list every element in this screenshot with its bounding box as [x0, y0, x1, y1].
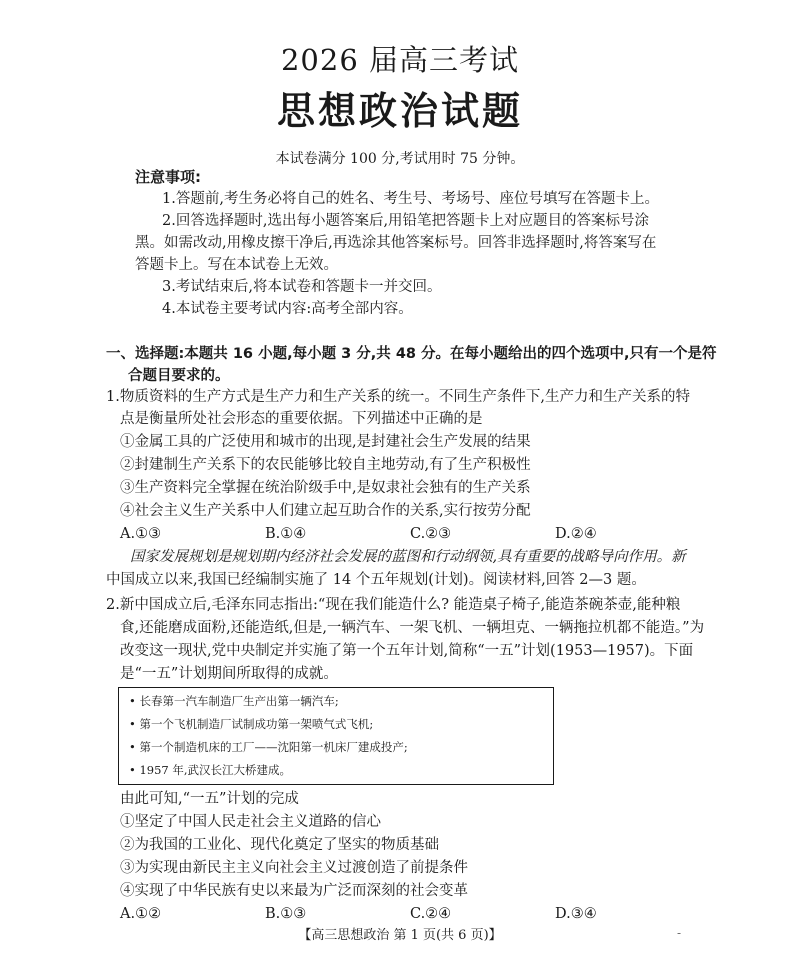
q2-option-a: A.①② — [120, 906, 162, 922]
q2-option-b: B.①③ — [265, 906, 307, 922]
q2-stem-cont: 食,还能磨成面粉,还能造纸,但是,一辆汽车、一架飞机、一辆坦克、一辆拖拉机都不能造。”为 — [120, 620, 705, 636]
achievement-item: • 第一个飞机制造厂试制成功第一架喷气式飞机; — [129, 717, 374, 731]
q1-option-a: A.①③ — [120, 526, 162, 542]
q1-item: ②封建制生产关系下的农民能够比较自主地劳动,有了生产积极性 — [120, 457, 531, 473]
notice-heading: 注意事项: — [135, 168, 201, 186]
q2-option-c: C.②④ — [410, 906, 452, 922]
exam-title-year: 2026 届高三考试 — [280, 43, 520, 77]
q1-item: ①金属工具的广泛使用和城市的出现,是封建社会生产发展的结果 — [120, 434, 531, 450]
notice-line: 答题卡上。写在本试卷上无效。 — [135, 257, 338, 273]
notice-line: 4.本试卷主要考试内容:高考全部内容。 — [162, 301, 413, 317]
q1-option-c: C.②③ — [410, 526, 452, 542]
exam-intro: 本试卷满分 100 分,考试用时 75 分钟。 — [275, 151, 525, 167]
q1-stem-cont: 点是衡量所处社会形态的重要依据。下列描述中正确的是 — [120, 411, 483, 427]
notice-line: 2.回答选择题时,选出每小题答案后,用铅笔把答题卡上对应题目的答案标号涂 — [162, 213, 650, 229]
section-heading-cont: 合题目要求的。 — [128, 368, 230, 384]
achievement-item: • 第一个制造机床的工厂——沈阳第一机床厂建成投产; — [129, 740, 408, 754]
q2-item: ④实现了中华民族有史以来最为广泛而深刻的社会变革 — [120, 883, 468, 899]
q1-option-b: B.①④ — [265, 526, 307, 542]
q2-stem-cont: 是“一五”计划期间所取得的成就。 — [120, 666, 338, 682]
q1-option-d: D.②④ — [555, 526, 597, 542]
q2-option-d: D.③④ — [555, 906, 597, 922]
q2-stem: 2.新中国成立后,毛泽东同志指出:“现在我们能造什么? 能造桌子椅子,能造茶碗茶壶,能种粮 — [106, 597, 681, 613]
section-heading: 一、选择题:本题共 16 小题,每小题 3 分,共 48 分。在每小题给出的四个选项中,只有一个是符 — [106, 346, 717, 362]
notice-line: 1.答题前,考生务必将自己的姓名、考生号、考场号、座位号填写在答题卡上。 — [162, 191, 659, 207]
notice-line: 黑。如需改动,用橡皮擦干净后,再选涂其他答案标号。回答非选择题时,将答案写在 — [135, 235, 657, 251]
q2-lead: 由此可知,“一五”计划的完成 — [120, 791, 299, 807]
corner-mark: - — [677, 926, 682, 940]
q2-stem-cont: 改变这一现状,党中央制定并实施了第一个五年计划,简称“一五”计划(1953—1957)。下面 — [120, 643, 694, 659]
q1-item: ③生产资料完全掌握在统治阶级手中,是奴隶社会独有的生产关系 — [120, 480, 531, 496]
notice-line: 3.考试结束后,将本试卷和答题卡一并交回。 — [162, 279, 442, 295]
material-text-cont: 中国成立以来,我国已经编制实施了 14 个五年规划(计划)。阅读材料,回答 2—3 题。 — [106, 572, 646, 588]
q2-item: ②为我国的工业化、现代化奠定了坚实的物质基础 — [120, 837, 439, 853]
q1-item: ④社会主义生产关系中人们建立起互助合作的关系,实行按劳分配 — [120, 503, 531, 519]
q1-stem: 1.物质资料的生产方式是生产力和生产关系的统一。不同生产条件下,生产力和生产关系的特 — [106, 389, 690, 405]
page-footer: 【高三思想政治 第 1 页(共 6 页)】 — [298, 928, 502, 943]
q2-item: ①坚定了中国人民走社会主义道路的信心 — [120, 814, 381, 830]
exam-title-subject: 思想政治试题 — [276, 89, 523, 133]
achievement-box — [118, 687, 554, 785]
q2-item: ③为实现由新民主主义向社会主义过渡创造了前提条件 — [120, 860, 468, 876]
achievement-item: • 1957 年,武汉长江大桥建成。 — [129, 763, 292, 777]
material-text: 国家发展规划是规划期内经济社会发展的蓝图和行动纲领,具有重要的战略导向作用。新 — [130, 549, 686, 565]
achievement-item: • 长春第一汽车制造厂生产出第一辆汽车; — [129, 694, 339, 708]
